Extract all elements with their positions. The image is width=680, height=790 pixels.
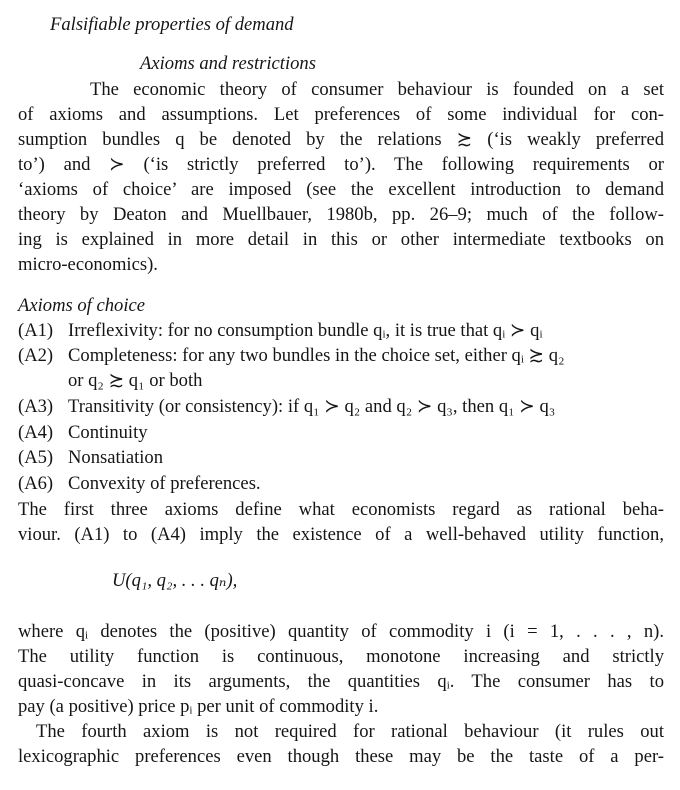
paragraph-line: where qᵢ denotes the (positive) quantity of commodity i (i = 1, . . . , n).	[18, 621, 664, 642]
section-title: Falsifiable properties of demand	[50, 14, 294, 35]
axiom-text: Irreflexivity: for no consumption bundle qᵢ, it is true that qᵢ ≻ qᵢ	[68, 320, 543, 341]
paragraph-line: quasi-concave in its arguments, the quantities qᵢ. The consumer has to	[18, 671, 664, 692]
axiom-label: (A5)	[18, 447, 54, 468]
paragraph-line: ‘axioms of choice’ are imposed (see the excellent introduction to demand	[18, 179, 664, 200]
axiom-label: (A2)	[18, 345, 54, 366]
axiom-text: Transitivity (or consistency): if q₁ ≻ q₂ and q₂ ≻ q₃, then q₁ ≻ q₃	[68, 396, 556, 417]
axiom-text: or q₂ ≿ q₁ or both	[68, 370, 203, 391]
axiom-text: Convexity of preferences.	[68, 473, 261, 494]
paragraph-line: lexicographic preferences even though these may be the taste of a per-	[18, 746, 664, 767]
axioms-heading: Axioms of choice	[18, 295, 146, 316]
axiom-label: (A4)	[18, 422, 54, 443]
paragraph-line: ing is explained in more detail in this or other intermediate textbooks on	[18, 229, 664, 250]
paragraph-line: The first three axioms define what economists regard as rational beha-	[18, 499, 664, 520]
paragraph-line: to’) and ≻ (‘is strictly preferred to’). The following requirements or	[18, 154, 664, 175]
axiom-label: (A6)	[18, 473, 54, 494]
axiom-text: Nonsatiation	[68, 447, 164, 468]
paragraph-line: of axioms and assumptions. Let preferences of some individual for con-	[18, 104, 664, 125]
paragraph-line: The utility function is continuous, monotone increasing and strictly	[18, 646, 664, 667]
paragraph-line: viour. (A1) to (A4) imply the existence of a well-behaved utility function,	[18, 524, 664, 545]
paragraph-line: The economic theory of consumer behaviour is founded on a set	[90, 79, 664, 100]
axiom-label: (A1)	[18, 320, 54, 341]
paragraph-line: pay (a positive) price pᵢ per unit of commodity i.	[18, 696, 379, 717]
axiom-label: (A3)	[18, 396, 54, 417]
paragraph-line: sumption bundles q be denoted by the relations ≿ (‘is weakly preferred	[18, 129, 664, 150]
axiom-text: Continuity	[68, 422, 148, 443]
axiom-text: Completeness: for any two bundles in the choice set, either qᵢ ≿ q₂	[68, 345, 565, 366]
paragraph-line: theory by Deaton and Muellbauer, 1980b, pp. 26–9; much of the follow-	[18, 204, 664, 225]
subsection-title: Axioms and restrictions	[140, 53, 316, 74]
utility-equation: U(q₁, q₂, . . . qₙ),	[112, 570, 238, 591]
paragraph-line: The fourth axiom is not required for rational behaviour (it rules out	[36, 721, 664, 742]
paragraph-line: micro-economics).	[18, 254, 158, 275]
